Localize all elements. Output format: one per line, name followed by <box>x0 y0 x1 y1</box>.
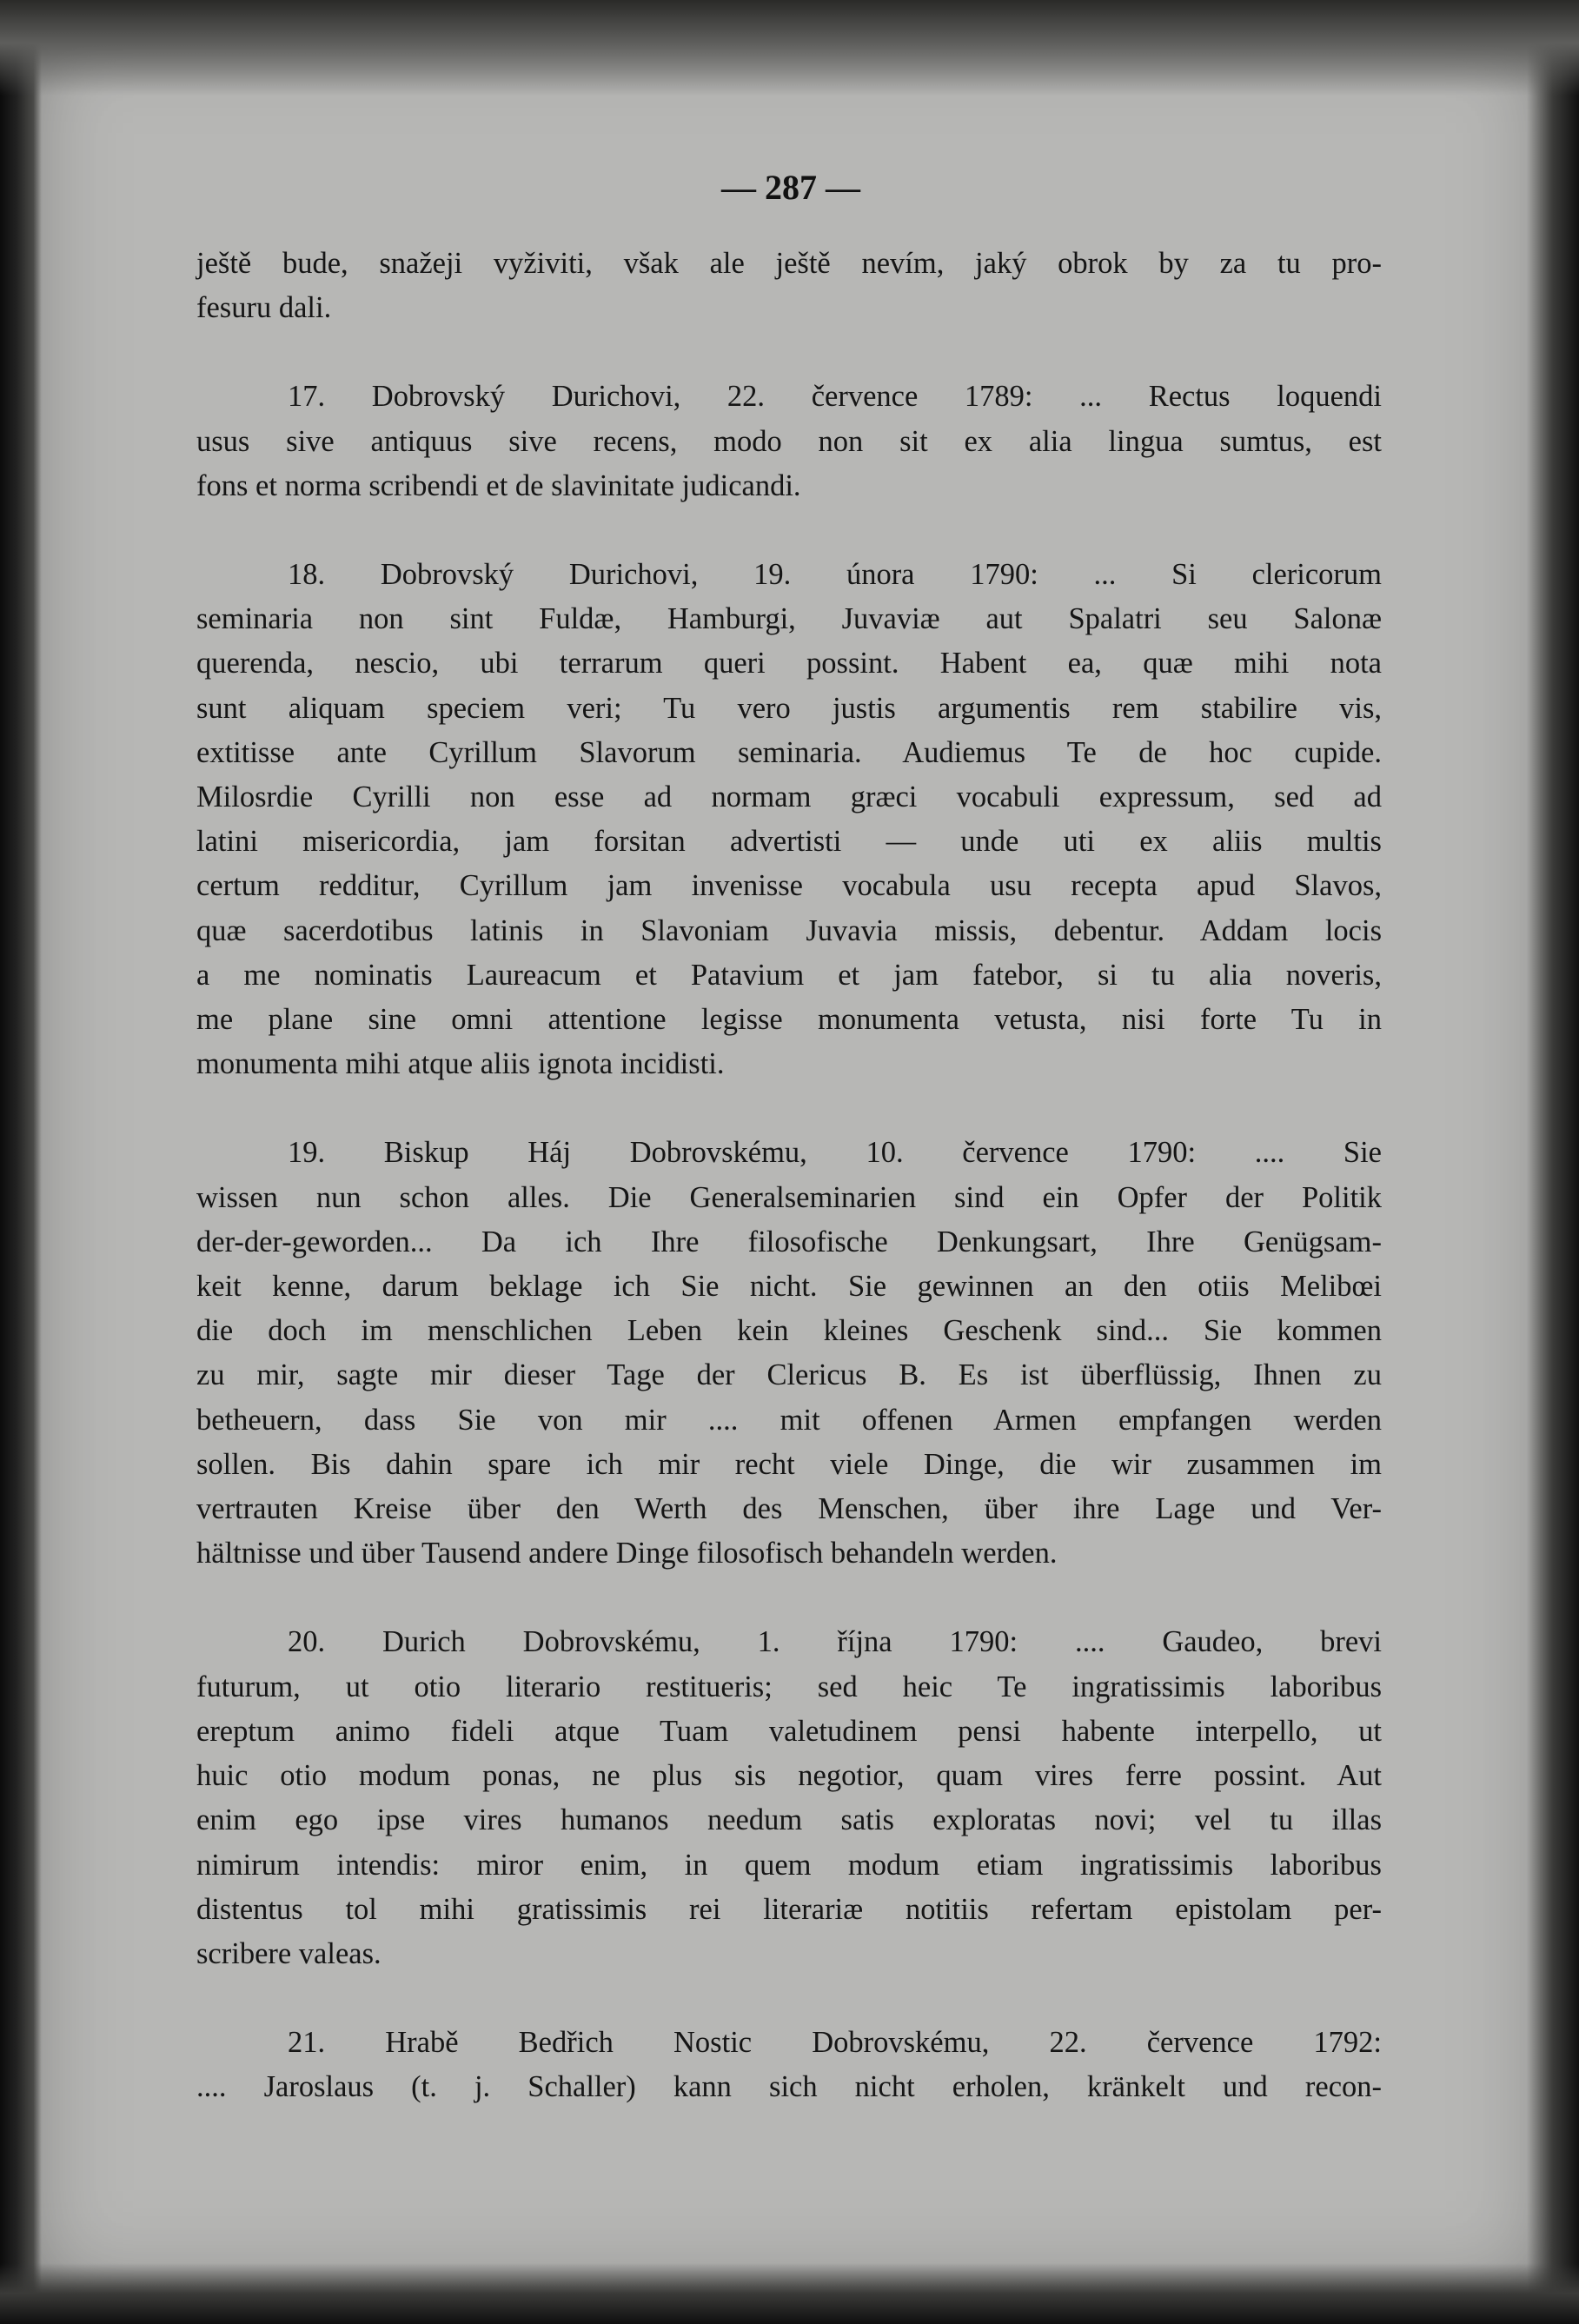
text-line: fesuru dali. <box>196 291 332 325</box>
text-line: .... Jaroslaus (t. j. Schaller) kann sich nicht erholen, kränkelt und recon- <box>196 2070 1382 2104</box>
letter-entry-19-body <box>196 1176 1382 1577</box>
text-line: 18. Dobrovský Durichovi, 19. února 1790: ... Si clericorum <box>288 558 1382 592</box>
letter-entry-20-body <box>196 1665 1382 1976</box>
text-line: vertrauten Kreise über den Werth des Menschen, über ihre Lage und Ver- <box>196 1492 1382 1526</box>
text-line: wissen nun schon alles. Die Generalseminarien sind ein Opfer der Politik <box>196 1180 1382 1214</box>
text-line: me plane sine omni attentione legisse monumenta vetusta, nisi forte Tu in <box>196 1003 1382 1037</box>
text-line: hältnisse und über Tausend andere Dinge filosofisch behandeln werden. <box>196 1537 1058 1570</box>
page-number: — 287 — <box>721 168 860 207</box>
text-line: der-der-geworden... Da ich Ihre filosofische Denkungsart, Ihre Genügsam- <box>196 1225 1382 1258</box>
text-line: 17. Dobrovský Durichovi, 22. července 1789: ... Rectus loquendi <box>288 380 1382 414</box>
text-line: 19. Biskup Háj Dobrovskému, 10. července 1790: .... Sie <box>288 1136 1382 1170</box>
text-line: certum redditur, Cyrillum jam invenisse vocabula usu recepta apud Slavos, <box>196 869 1382 903</box>
text-line: scribere valeas. <box>196 1936 381 1970</box>
text-line: 21. Hrabě Bedřich Nostic Dobrovskému, 22. července 1792: <box>288 2026 1382 2060</box>
text-line: betheuern, dass Sie von mir .... mit offenen Armen empfangen werden <box>196 1403 1382 1437</box>
text-line: Milosrdie Cyrilli non esse ad normam græci vocabuli expressum, sed ad <box>196 780 1382 814</box>
text-line: usus sive antiquus sive recens, modo non sit ex alia lingua sumtus, est <box>196 424 1382 458</box>
letter-entry-19 <box>196 1131 1382 1175</box>
text-line: a me nominatis Laureacum et Patavium et jam fatebor, si tu alia noveris, <box>196 958 1382 992</box>
text-line: ještě bude, snažeji vyživiti, však ale ještě nevím, jaký obrok by za tu pro- <box>196 247 1382 280</box>
text-line: 20. Durich Dobrovskému, 1. října 1790: .... Gaudeo, brevi <box>288 1625 1382 1659</box>
text-line: keit kenne, darum beklage ich Sie nicht. Sie gewinnen an den otiis Melibœi <box>196 1270 1382 1304</box>
text-line: quæ sacerdotibus latinis in Slavoniam Juvavia missis, debentur. Addam locis <box>196 913 1382 947</box>
page-edge-shadow <box>0 0 1579 96</box>
text-line: futurum, ut otio literario restitueris; sed heic Te ingratissimis laboribus <box>196 1670 1382 1703</box>
letter-entry-17 <box>196 375 1382 419</box>
text-line: die doch im menschlichen Leben kein kleines Geschenk sind... Sie kommen <box>196 1314 1382 1348</box>
text-line: querenda, nescio, ubi terrarum queri possint. Habent ea, quæ mihi nota <box>196 647 1382 681</box>
letter-entry-21-body <box>196 2065 1382 2109</box>
text-line: monumenta mihi atque aliis ignota incidisti. <box>196 1047 725 1081</box>
text-line: seminaria non sint Fuldæ, Hamburgi, Juvaviæ aut Spalatri seu Salonæ <box>196 602 1382 636</box>
text-line: distentus tol mihi gratissimis rei literariæ notitiis refertam epistolam per- <box>196 1892 1382 1926</box>
text-line: sunt aliquam speciem veri; Tu vero justis argumentis rem stabilire vis, <box>196 691 1382 725</box>
body-text <box>196 242 1382 2110</box>
letter-entry-20 <box>196 1620 1382 1664</box>
letter-entry-17-body <box>196 420 1382 508</box>
letter-entry-21 <box>196 2021 1382 2065</box>
text-line: zu mir, sagte mir dieser Tage der Clericus B. Es ist überflüssig, Ihnen zu <box>196 1358 1382 1392</box>
text-line: nimirum intendis: miror enim, in quem modum etiam ingratissimis laboribus <box>196 1848 1382 1882</box>
text-line: enim ego ipse vires humanos needum satis exploratas novi; vel tu illas <box>196 1803 1382 1837</box>
letter-entry-18-body <box>196 597 1382 1086</box>
text-line: sollen. Bis dahin spare ich mir recht viele Dinge, die wir zusammen im <box>196 1447 1382 1481</box>
letter-entry-18 <box>196 553 1382 597</box>
page-edge-shadow <box>0 2263 1579 2324</box>
text-line: fons et norma scribendi et de slavinitate judicandi. <box>196 468 801 502</box>
text-line: huic otio modum ponas, ne plus sis negotior, quam vires ferre possint. Aut <box>196 1759 1382 1793</box>
text-line: latini misericordia, jam forsitan advertisti — unde uti ex aliis multis <box>196 825 1382 859</box>
text-line: ereptum animo fideli atque Tuam valetudinem pensi habente interpello, ut <box>196 1714 1382 1748</box>
paragraph-continuation <box>196 242 1382 330</box>
text-line: extitisse ante Cyrillum Slavorum seminaria. Audiemus Te de hoc cupide. <box>196 735 1382 769</box>
page-edge-shadow <box>1527 0 1579 2324</box>
page-edge-shadow <box>0 0 42 2324</box>
